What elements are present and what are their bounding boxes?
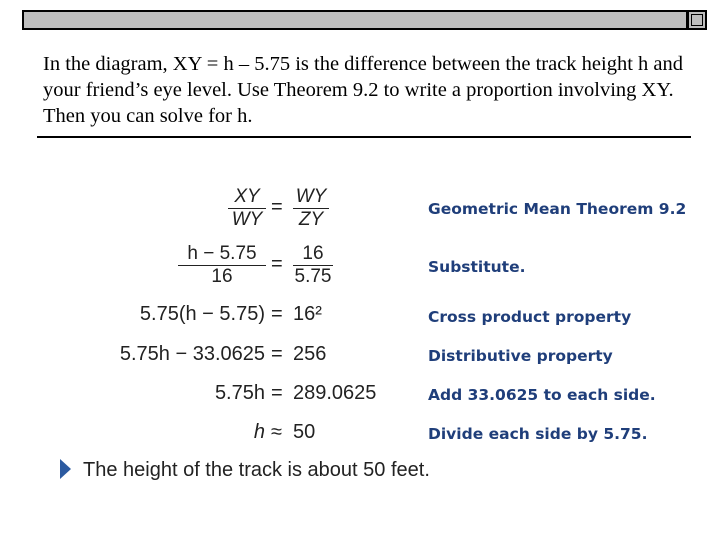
denominator: ZY <box>293 208 329 231</box>
step-reason: Distributive property <box>428 347 613 365</box>
step-reason: Add 33.0625 to each side. <box>428 386 656 404</box>
corner-square-decoration <box>687 10 707 30</box>
equals-sign: = <box>271 303 283 325</box>
equation-lhs: 5.75h <box>214 382 265 404</box>
equals-sign: = <box>271 382 283 404</box>
fraction-xy-wy <box>228 186 266 231</box>
intro-text: In the diagram, XY = h – 5.75 is the difference between the track height h and your friend’s eye level. Use Theorem 9.2 to write a proportion involving XY. Then you can solve for h. <box>43 53 684 127</box>
equation-rhs: 16² <box>293 303 322 325</box>
fraction-h-minus-575-over-16 <box>178 243 266 288</box>
equals-sign: = <box>271 196 283 218</box>
fraction-wy-zy <box>293 186 329 231</box>
equation-lhs: 5.75(h − 5.75) <box>139 303 265 325</box>
denominator: 5.75 <box>294 266 332 287</box>
denominator: 16 <box>178 265 266 288</box>
equation-rhs: 256 <box>293 343 327 365</box>
step-reason: Cross product property <box>428 308 632 326</box>
conclusion-text: The height of the track is about 50 feet. <box>83 459 430 481</box>
denominator: WY <box>228 208 266 231</box>
equation-rhs: 50 <box>293 421 316 443</box>
fraction-16-over-575 <box>293 243 333 288</box>
title-bar-decoration <box>22 10 688 30</box>
step-reason: Geometric Mean Theorem 9.2 <box>428 200 687 218</box>
equation-rhs: 289.0625 <box>293 382 377 404</box>
equals-sign: = <box>271 343 283 365</box>
approx-sign: ≈ <box>271 421 282 443</box>
numerator: XY <box>234 186 260 207</box>
equation-lhs: h <box>253 421 265 443</box>
numerator: 16 <box>302 243 324 264</box>
equals-sign: = <box>271 253 283 275</box>
divider-line <box>37 136 691 138</box>
bullet-arrow-icon <box>60 459 71 479</box>
equation-lhs: 5.75h − 33.0625 <box>119 343 265 365</box>
step-reason: Substitute. <box>428 258 526 276</box>
numerator: h − 5.75 <box>187 243 257 264</box>
step-reason: Divide each side by 5.75. <box>428 425 648 443</box>
numerator: WY <box>295 186 327 207</box>
